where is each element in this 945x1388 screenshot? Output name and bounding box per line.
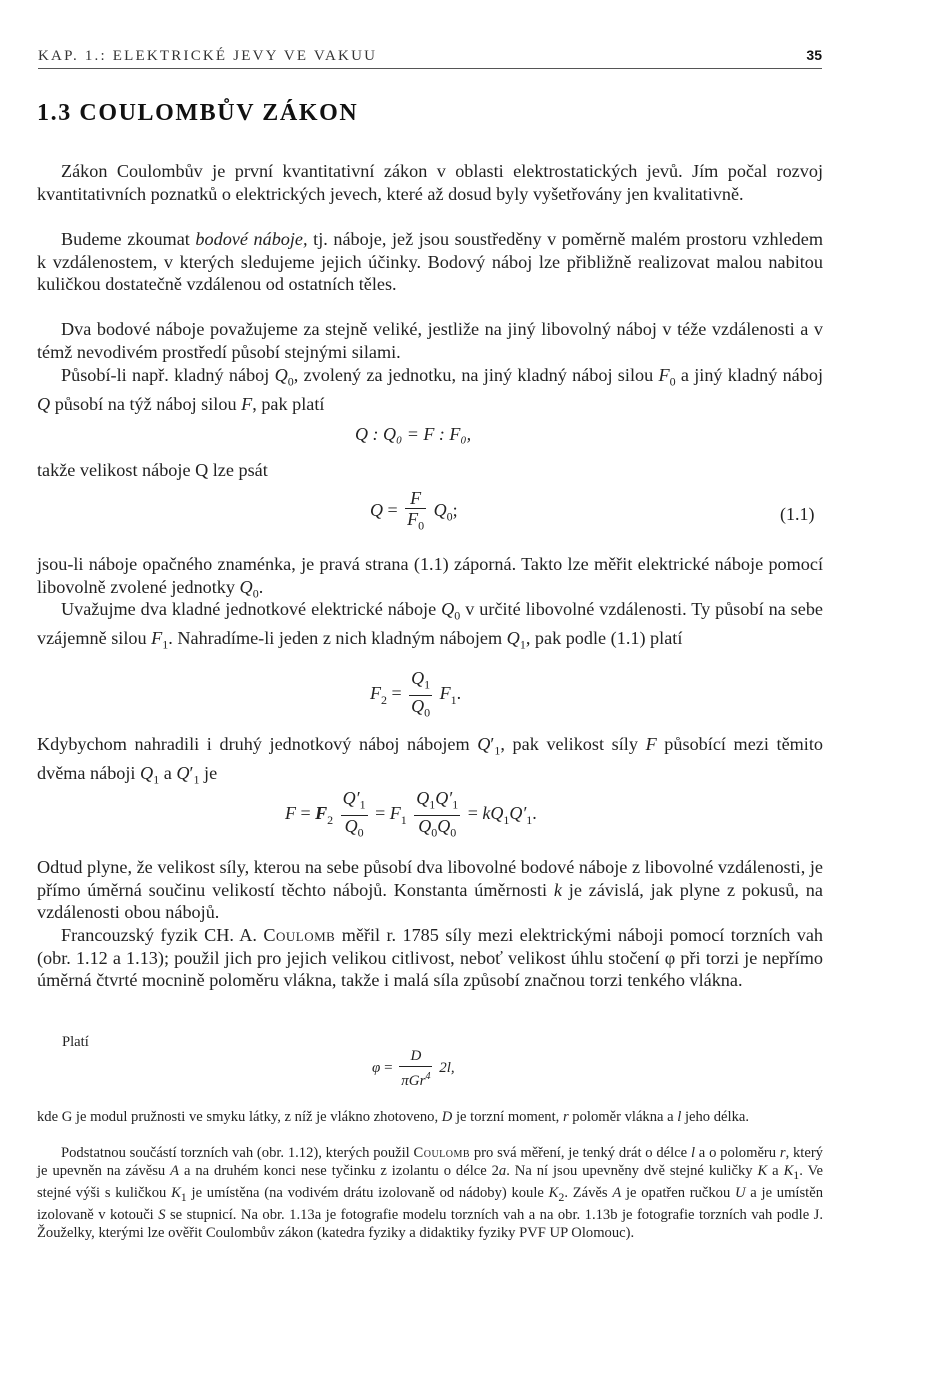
paragraph-1: Zákon Coulombův je první kvantitativní zákon v oblasti elektrostatických jevů. Jím počal rozvoj kvantitativních poznatků o elektrických jevech, které až dosud byly vyšetřovány jen kvalitativně. <box>37 161 823 204</box>
equation-number: (1.1) <box>780 504 815 524</box>
paragraph-5: takže velikost náboje Q lze psát <box>37 460 268 480</box>
paragraph-10: Francouzský fyzik CH. A. Coulomb měřil r. 1785 síly mezi elektrickými náboji pomocí torzních vah (obr. 1.12 a 1.13); použil jich pro jejich velikou citlivost, neboť velikost úhlu stočení φ při torzi je nepřímo úměrná čtvrté mocnině poloměru vlákna, takže i malá síla způsobí značnou torzi tenkého vlákna. <box>37 925 823 991</box>
equation-ratio: Q : Q₀ = F : F₀, <box>355 424 472 444</box>
paragraph-2: Budeme zkoumat bodové náboje, tj. náboje, jež jsou soustředěny v poměrně malém prostoru vzhledem k vzdálenostem, v kterých sledujeme jejich účinky. Bodový náboj lze přibližně realizovat malou nabitou kuličkou dostatečně vzdálenou od ostatních těles. <box>37 229 823 295</box>
paragraph-4: Působí-li např. kladný náboj $Q_0$, zvolený za jednotku, na jiný kladný náboj silou $F_0$ a jiný kladný náboj Q působí na týž náboj silou F, pak platí <box>37 365 823 415</box>
equation-f2: $F_2$ = $\frac{Q_1}{Q_0}$ $F_1$. <box>370 668 461 722</box>
running-head <box>38 46 822 69</box>
equation-f: $F = F_2$ $\frac{Q'_1}{Q_0}$ = $F_1$ $\frac{Q_1Q'_1}{Q_0Q_0}$ = $kQ_1Q'_1$. <box>285 788 537 842</box>
small-plati: Platí <box>62 1034 89 1050</box>
paragraph-6: jsou-li náboje opačného znaménka, je pravá strana (1.1) záporná. Takto lze měřit elektrické náboje pomocí libovolně zvolené jednotky $Q_0$. <box>37 554 823 601</box>
equation-phi: φ = $\frac{D}{\pi Gr^4}$ 2l, <box>372 1048 455 1089</box>
running-title: KAP. 1.: ELEKTRICKÉ JEVY VE VAKUU <box>38 48 378 64</box>
small-paragraph-2: Podstatnou součástí torzních vah (obr. 1.12), kterých použil Coulomb pro svá měření, je tenký drát o délce l a o poloměru r, který je upevněn na závěsu A a na druhém konci nese tyčinku z izolantu o délce 2a. Na ní jsou upevněny dvě stejné kuličky K a $K_1$. Ve stejné výši s kuličkou $K_1$ je umístěna (na vodivém drátu izolovaně od nádoby) koule $K_2$. Závěs A je opatřen ručkou U a je umístěn izolovaně v kotouči S se stupnicí. Na obr. 1.13a je fotografie modelu torzních vah a na obr. 1.13b je fotografie torzních vah podle J. Žouželky, kterými lze ověřit Coulombův zákon (katedra fyziky a didaktiky fyziky PVF UP Olomouc). <box>37 1145 823 1241</box>
paragraph-8: Kdybychom nahradili i druhý jednotkový náboj nábojem $Q'_1$, pak velikost síly F působící mezi těmito dvěma náboji $Q_1$ a $Q'_1$ je <box>37 734 823 787</box>
small-paragraph-1: kde G je modul pružnosti ve smyku látky, z níž je vlákno zhotoveno, D je torzní moment, r poloměr vlákna a l jeho délka. <box>37 1109 750 1125</box>
paragraph-3: Dva bodové náboje považujeme za stejně veliké, jestliže na jiný libovolný náboj v téže vzdálenosti a v témž nevodivém prostředí působí stejnými silami. <box>37 319 823 362</box>
paragraph-7: Uvažujme dva kladné jednotkové elektrické náboje $Q_0$ v určité libovolné vzdálenosti. Ty působí na sebe vzájemně silou $F_1$. Nahradíme-li jeden z nich kladným nábojem $Q_1$, pak podle (1.1) platí <box>37 599 823 652</box>
equation-1-1: Q = $\frac{F}{F_0}$ $Q_0$; <box>370 488 458 536</box>
section-title: 1.3 COULOMBŮV ZÁKON <box>37 100 359 126</box>
page-number: 35 <box>806 47 822 63</box>
paragraph-9: Odtud plyne, že velikost síly, kterou na sebe působí dva libovolné bodové náboje z libovolné vzdálenosti, je přímo úměrná součinu velikostí těchto nábojů. Konstanta úměrnosti k je závislá, jak plyne z pokusů, na vzdálenosti obou nábojů. <box>37 857 823 923</box>
